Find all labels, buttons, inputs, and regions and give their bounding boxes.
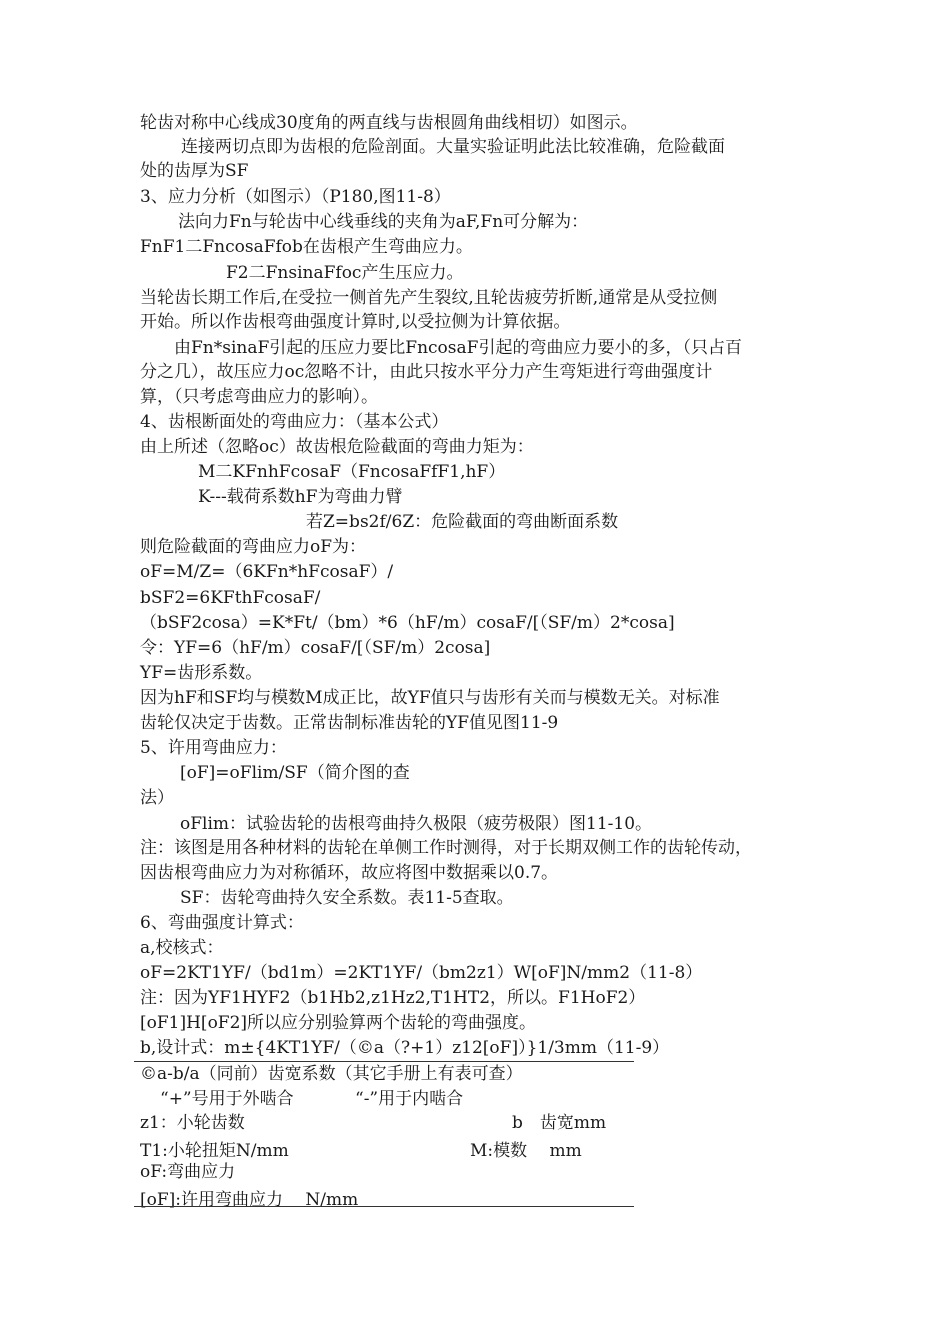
formula-line: oF=2KT1YF/（bd1m）=2KT1YF/（bm2z1）W[oF]N/mm2（11-8） bbox=[140, 963, 703, 983]
text-line: 法） bbox=[140, 788, 174, 808]
text-line: 处的齿厚为SF bbox=[140, 161, 249, 181]
text-line: 注：该图是用各种材料的齿轮在单侧工作时测得，对于长期双侧工作的齿轮传动， bbox=[140, 838, 752, 858]
text-line: 齿轮仅决定于齿数。正常齿制标准齿轮的YF值见图11-9 bbox=[140, 713, 559, 733]
text-line: 轮齿对称中心线成30度角的两直线与齿根圆角曲线相切）如图示。 bbox=[140, 113, 638, 133]
text-line: oFlim：试验齿轮的齿根弯曲持久极限（疲劳极限）图11-10。 bbox=[180, 814, 653, 834]
table-bottom-rule bbox=[134, 1206, 634, 1207]
formula-line: bSF2=6KFthFcosaF/ bbox=[140, 588, 321, 608]
text-line: 因齿根弯曲应力为对称循环，故应将图中数据乘以0.7。 bbox=[140, 863, 559, 883]
formula-line: 令：YF=6（hF/m）cosaF/[（SF/m）2cosa] bbox=[140, 638, 491, 658]
note-line: ©a-b/a（同前）齿宽系数（其它手册上有表可查） bbox=[140, 1064, 523, 1084]
note-line: z1：小轮齿数 bbox=[140, 1113, 245, 1133]
text-line: 由Fn*sinaF引起的压应力要比FncosaF引起的弯曲应力要小的多，（只占百 bbox=[174, 338, 742, 358]
note-line: oF:弯曲应力 bbox=[140, 1162, 236, 1182]
text-line: a,校核式： bbox=[140, 938, 224, 958]
section-heading: 3、应力分析（如图示）（P180,图11-8） bbox=[140, 187, 451, 207]
formula-line: [oF]=oFlim/SF（简介图的查 bbox=[180, 763, 410, 783]
text-line: 开始。所以作齿根弯曲强度计算时,以受拉侧为计算依据。 bbox=[140, 312, 571, 332]
note-line: b 齿宽mm bbox=[512, 1113, 607, 1133]
formula-line: 注：因为YF1HYF2（b1Hb2,z1Hz2,T1HT2，所以。F1HoF2） bbox=[140, 988, 646, 1008]
text-line: 因为hF和SF均与模数M成正比，故YF值只与齿形有关而与模数无关。对标准 bbox=[140, 688, 720, 708]
text-line: 由上所述（忽略oc）故齿根危险截面的弯曲力矩为： bbox=[140, 437, 534, 457]
formula-line: oF=M/Z=（6KFn*hFcosaF）/ bbox=[140, 562, 394, 582]
section-heading: 5、许用弯曲应力： bbox=[140, 738, 287, 758]
section-heading: 4、齿根断面处的弯曲应力：（基本公式） bbox=[140, 412, 449, 432]
note-line: T1:小轮扭矩N/mm bbox=[140, 1141, 289, 1161]
note-line: “+”号用于外啮合 bbox=[160, 1089, 294, 1109]
formula-line: 若Z=bs2f/6Z：危险截面的弯曲断面系数 bbox=[306, 512, 619, 532]
formula-line: M二KFnhFcosaF（FncosaFfF1,hF） bbox=[198, 462, 506, 482]
formula-line: （bSF2cosa）=K*Ft/（bm）*6（hF/m）cosaF/[（SF/m）2*cosa] bbox=[140, 613, 675, 633]
text-line: 法向力Fn与轮齿中心线垂线的夹角为aF,Fn可分解为： bbox=[178, 212, 589, 232]
formula-line: b,设计式：m±{4KT1YF/（©a（?+1）z12[oF]）}1/3mm（11-9） bbox=[140, 1038, 670, 1058]
text-line: [oF1]H[oF2]所以应分别验算两个齿轮的弯曲强度。 bbox=[140, 1013, 537, 1033]
note-line: “-”用于内啮合 bbox=[355, 1089, 464, 1109]
text-line: 连接两切点即为齿根的危险剖面。大量实验证明此法比较准确，危险截面 bbox=[181, 137, 725, 157]
text-line: YF=齿形系数。 bbox=[140, 663, 263, 683]
note-line: M:模数 mm bbox=[470, 1141, 582, 1161]
text-line: 算，（只考虑弯曲应力的影响）。 bbox=[140, 387, 378, 407]
text-line: 分之几），故压应力oc忽略不计，由此只按水平分力产生弯矩进行弯曲强度计 bbox=[140, 362, 713, 382]
text-line: 当轮齿长期工作后,在受拉一侧首先产生裂纹,且轮齿疲劳折断,通常是从受拉侧 bbox=[140, 288, 718, 308]
note-line: [oF]:许用弯曲应力 N/mm bbox=[140, 1190, 359, 1210]
formula-line: F2二FnsinaFfoc产生压应力。 bbox=[226, 263, 464, 283]
text-line: SF：齿轮弯曲持久安全系数。表11-5查取。 bbox=[180, 888, 514, 908]
section-heading: 6、弯曲强度计算式： bbox=[140, 913, 304, 933]
text-line: K---载荷系数hF为弯曲力臂 bbox=[198, 487, 403, 507]
text-line: 则危险截面的弯曲应力oF为： bbox=[140, 537, 367, 557]
formula-line: FnF1二FncosaFfob在齿根产生弯曲应力。 bbox=[140, 237, 473, 257]
